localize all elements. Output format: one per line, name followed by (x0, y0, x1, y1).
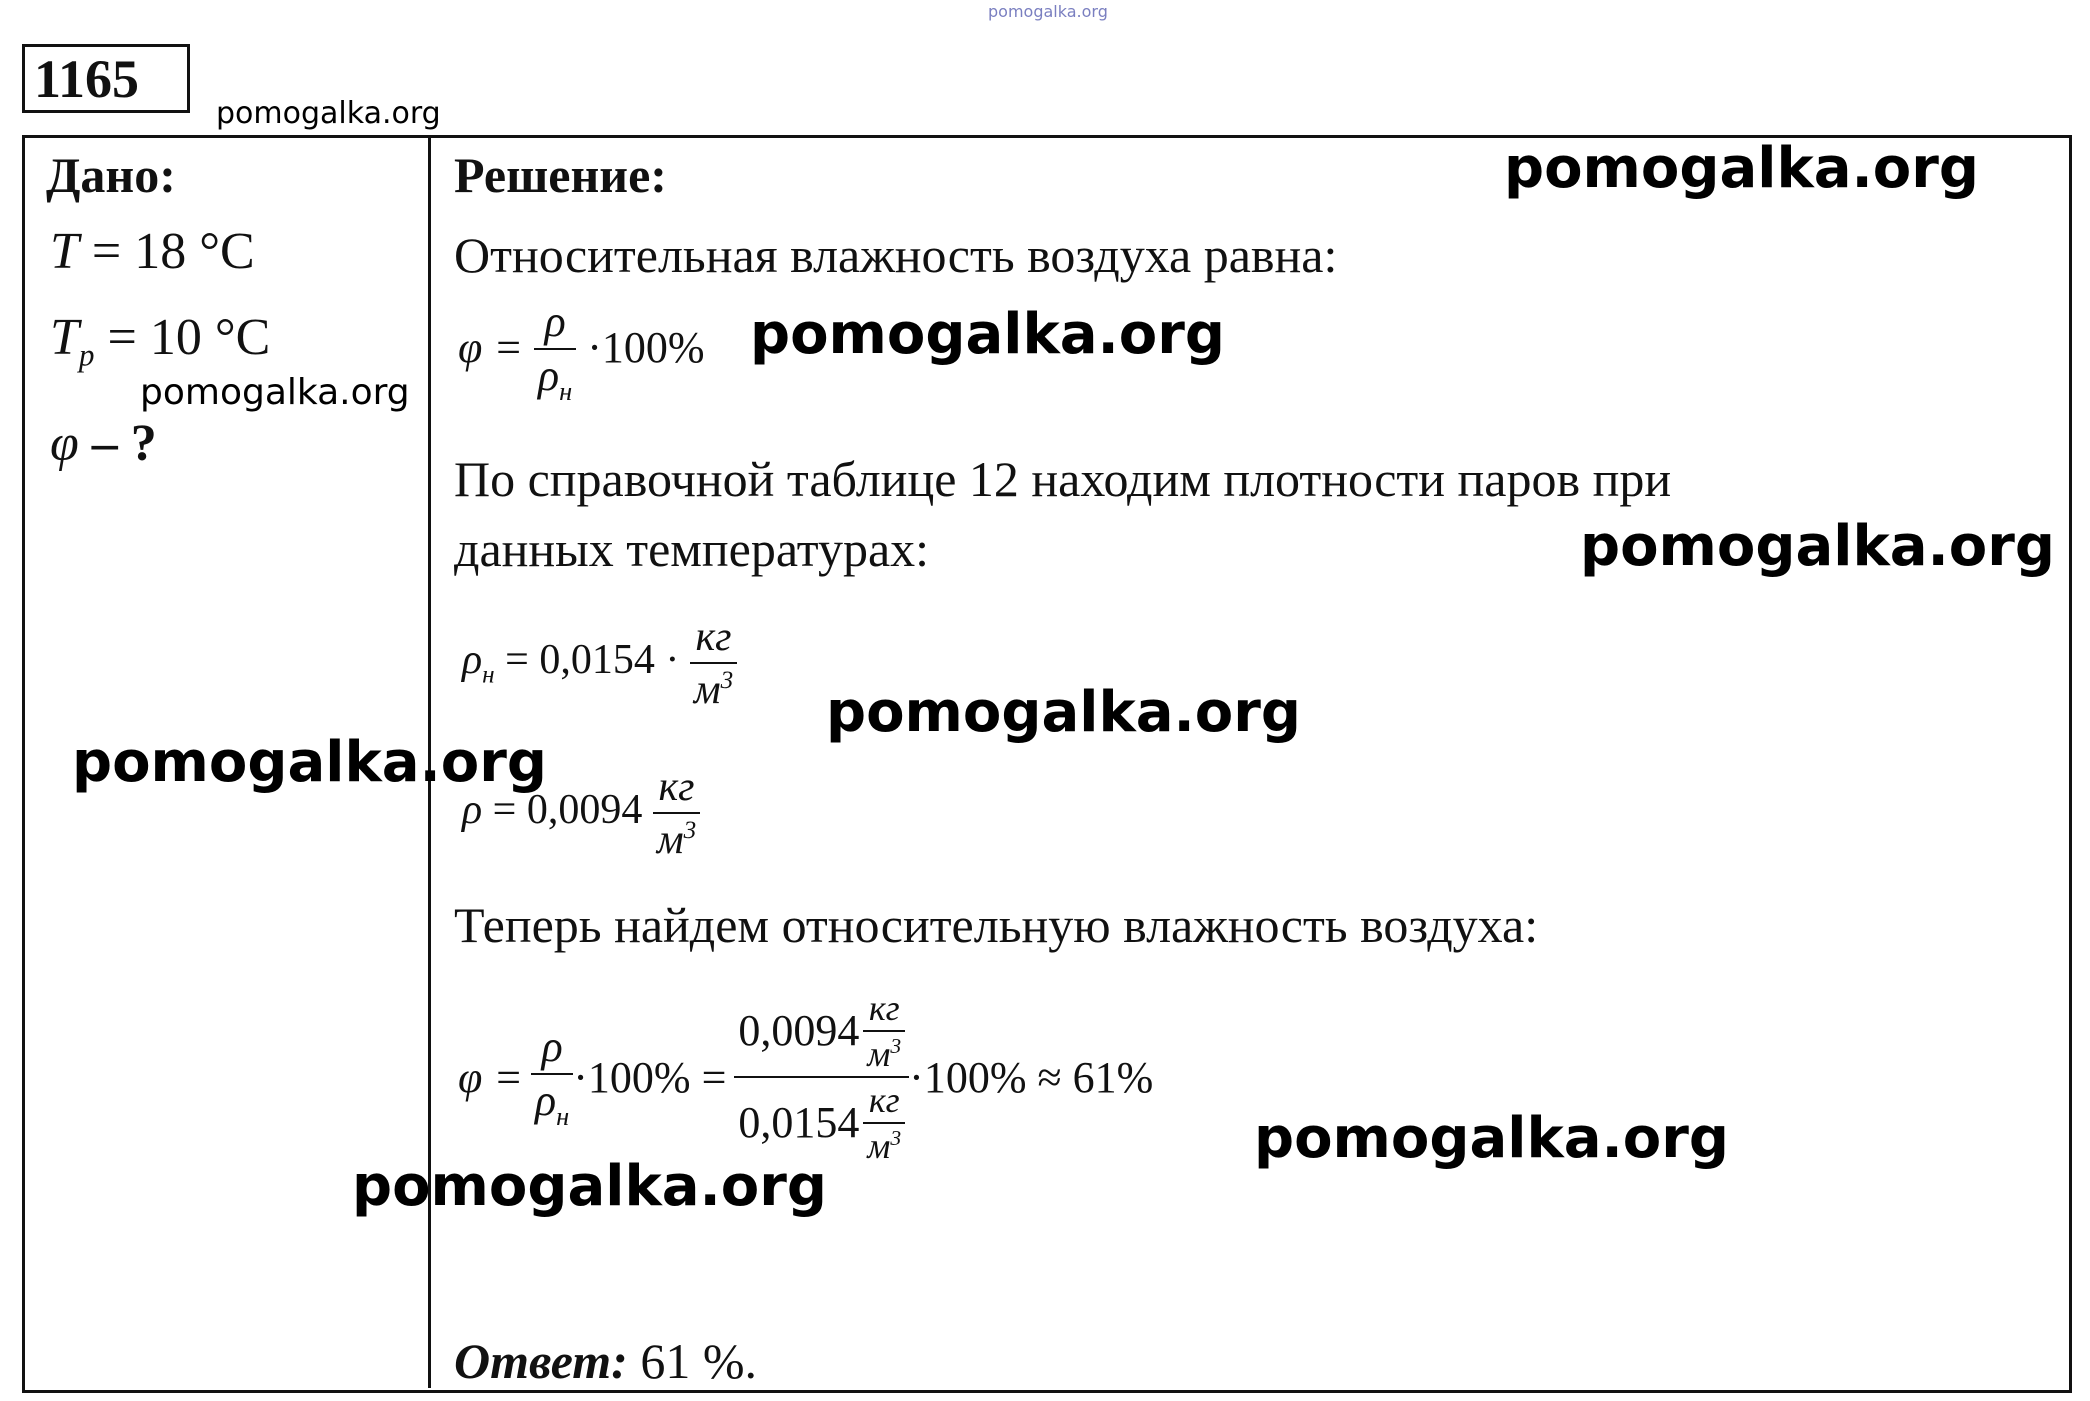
saturated-density: $\rho_н = 0,0154$ · $\frac{кг}{м^3}$ (462, 616, 737, 711)
top-watermark: pomogalka.org (988, 2, 1108, 21)
given-dew-point (50, 308, 270, 373)
watermark: pomogalka.org (1580, 514, 2055, 579)
solution-text-2a: По справочной таблице 12 находим плотности паров при (454, 451, 1672, 507)
solution-heading: Решение: (454, 147, 667, 203)
formula2-denominator-value: 0,0154 (738, 1098, 860, 1147)
watermark: pomogalka.org (1254, 1106, 1729, 1171)
var-Tp: T (50, 309, 79, 366)
formula2-mid: ·100% = (573, 1052, 727, 1102)
var-T: T (50, 223, 79, 280)
watermark: pomogalka.org (72, 730, 547, 795)
solution-text-1: Относительная влажность воздуха равна: (454, 227, 1338, 283)
formula2-tail: ·100% ≈ 61% (909, 1052, 1154, 1102)
formula2-numerator-value: 0,0094 (738, 1006, 860, 1055)
formula1-denominator: $\rho_н$ (534, 348, 576, 404)
watermark: pomogalka.org (216, 96, 441, 131)
vapor-density: ρ = 0,0094 $\frac{кг}{м^3}$ (462, 766, 700, 861)
formula1-phi: φ = (458, 323, 524, 373)
watermark: pomogalka.org (352, 1154, 827, 1219)
watermark: pomogalka.org (140, 372, 410, 413)
answer-label: Ответ: (454, 1333, 628, 1389)
vapor-density-value: = 0,0094 (492, 787, 643, 834)
formula2-fraction: $\frac{\rho}{\rho_н}$ (531, 1025, 573, 1129)
var-phi: φ (50, 415, 79, 472)
problem-number: 1165 (34, 49, 140, 109)
given-dew-point-value: = 10 °C (107, 309, 271, 366)
formula1-tail: ·100% (587, 323, 705, 373)
unit-kg-per-m3: $\frac{кг}{м^3}$ (690, 616, 737, 711)
watermark: pomogalka.org (750, 302, 1225, 367)
answer (454, 1332, 757, 1390)
given-heading: Дано: (46, 147, 176, 203)
solution-text-3: Теперь найдем относительную влажность воздуха: (454, 897, 1539, 953)
unit-kg-per-m3: $\frac{кг}{м^3}$ (653, 766, 700, 861)
sub-p: p (78, 337, 95, 373)
unknown-mark: – ? (91, 415, 157, 472)
given-temperature (50, 222, 255, 281)
formula2-big-fraction: 0,0094 $\frac{кг}{м^3}$ 0,0154 $\frac{кг}{м^3}$ (734, 990, 909, 1164)
formula1-fraction (534, 297, 576, 406)
watermark: pomogalka.org (826, 680, 1301, 745)
given-temperature-value: = 18 °C (91, 223, 255, 280)
formula2-phi: φ = (458, 1052, 524, 1102)
given-unknown (50, 414, 157, 473)
watermark: pomogalka.org (1504, 136, 1979, 201)
formula-humidity (458, 297, 705, 406)
formula-result (458, 990, 1153, 1164)
formula1-numerator: ρ (544, 297, 566, 346)
saturated-density-value: = 0,0154 · (505, 637, 680, 684)
answer-value: 61 %. (640, 1333, 757, 1389)
solution-text-2b: данных температурах: (454, 521, 930, 577)
